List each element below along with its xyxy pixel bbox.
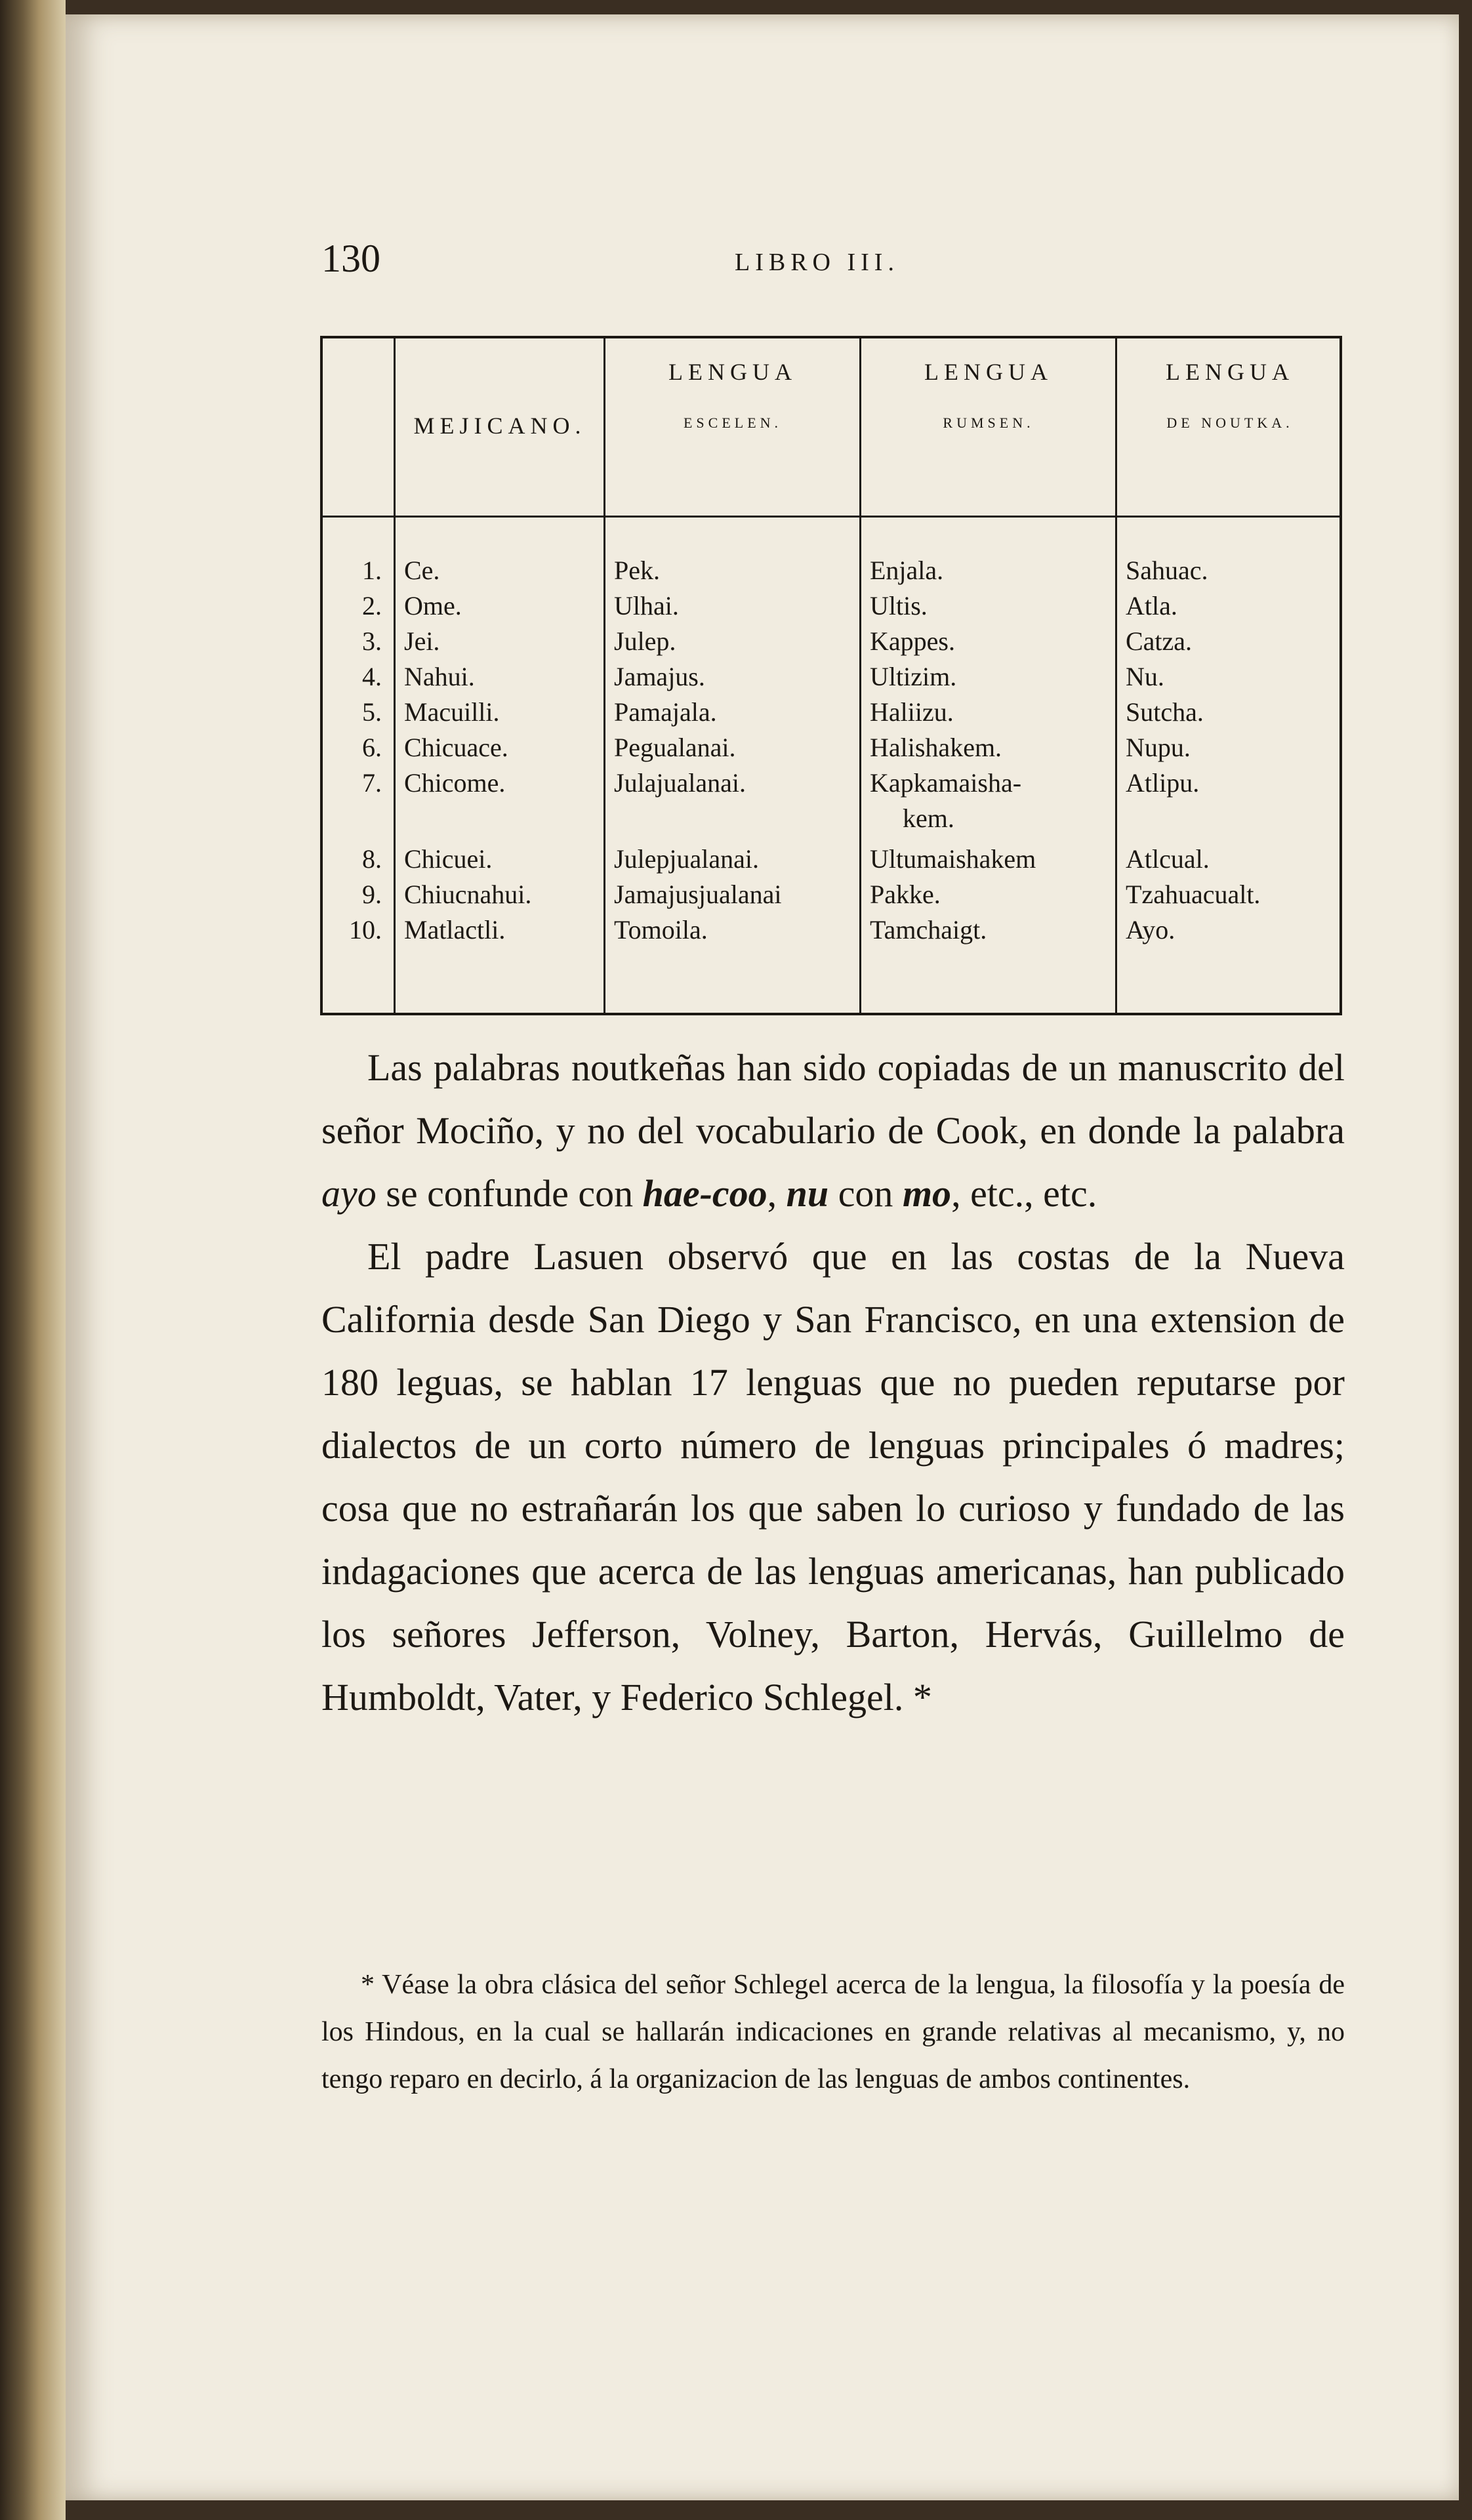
word-haecoo: hae-coo [642, 1172, 767, 1215]
header-escelen: LENGUA ESCELEN. [668, 359, 797, 431]
running-title: LIBRO III. [735, 249, 899, 276]
table-row: 1. Ce. Pek. Enjala. Sahuac. [362, 556, 1208, 585]
paragraph-lasuen: El padre Lasuen observó que en las costas de la Nueva California desde San Diego y San Francisco, en una extension de 180 leguas, se hablan 17 lenguas que no pueden reputarse por dialectos de un corto número de lenguas principales ó madres; cosa que no estrañarán los que saben lo curioso y fundado de las indagaciones que acerca de las lenguas americanas, han publicado los señores Jefferson, Volney, Barton, Hervás, Guillelmo de Humboldt, Vater, y Federico Schlegel. * [321, 1235, 1345, 1718]
table-row: 4. Nahui. Jamajus. Ultizim. Nu. [362, 662, 1164, 691]
footnote: * Véase la obra clásica del señor Schlegel acerca de la lengua, la filosofía y la poesía de los Hindous, en la cual se hallarán indicaciones en grande relativas al mecanismo, y, no tengo reparo en decirlo, á la organizacion de las lenguas de ambos continentes. [321, 1970, 1345, 2094]
header-rumsen: LENGUA RUMSEN. [924, 359, 1053, 431]
table-row: 2. Ome. Ulhai. Ultis. Atla. [362, 591, 1177, 620]
body-text [321, 1036, 1345, 1729]
table-row: 3. Jei. Julep. Kappes. Catza. [362, 626, 1193, 656]
table-row: 5. Macuilli. Pamajala. Haliizu. Sutcha. [362, 697, 1204, 727]
table-row: 6. Chicuace. Pegualanai. Halishakem. Nupu. [362, 733, 1191, 762]
paragraph-noutka-source: Las palabras noutkeñas han sido copiadas de un manuscrito del señor Mociño, y no del vocabulario de Cook, en donde la palabra ayo se confunde con hae-coo, nu con mo, etc., etc. [321, 1046, 1345, 1215]
table-row: 9. Chiucnahui. Jamajusjualanai Pakke. Tzahuacualt. [362, 880, 1261, 909]
page-header [321, 236, 1345, 289]
book-gutter [0, 0, 66, 2520]
table-row: 8. Chicuei. Julepjualanai. Ultumaishakem Atlcual. [362, 844, 1210, 874]
word-ayo: ayo [321, 1172, 377, 1215]
header-mejicano: MEJICANO. [413, 413, 586, 439]
numerals-table [320, 336, 1342, 1015]
table-row: kem. [903, 803, 954, 833]
table-row: 7. Chicome. Julajualanai. Kapkamaisha- Atlipu. [362, 768, 1200, 798]
header-noutka: LENGUA DE NOUTKA. [1166, 359, 1294, 431]
page-number: 130 [321, 237, 380, 280]
table-row: 10. Matlactli. Tomoila. Tamchaigt. Ayo. [349, 915, 1176, 945]
word-mo: mo [902, 1172, 952, 1215]
table-header-rule [323, 516, 1339, 518]
word-nu: nu [786, 1172, 829, 1215]
